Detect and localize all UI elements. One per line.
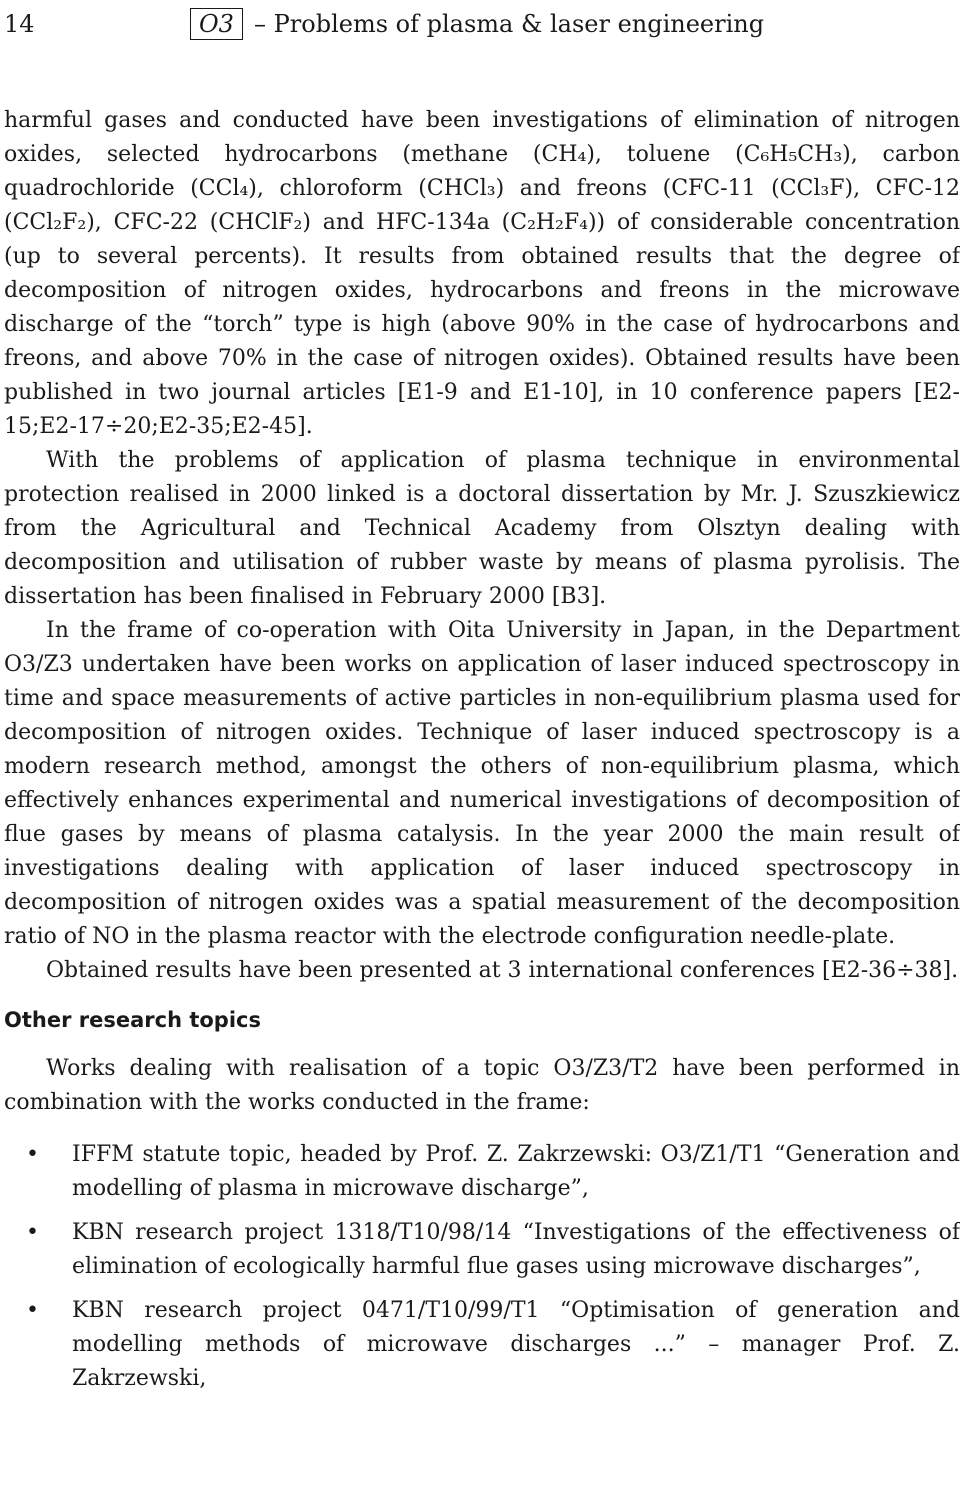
bullet-icon: • bbox=[26, 1220, 39, 1245]
list-item bbox=[4, 1294, 960, 1396]
document-body bbox=[4, 104, 960, 1406]
list-item bbox=[4, 1216, 960, 1284]
topics-list bbox=[4, 1138, 960, 1396]
section-code-box: O3 bbox=[190, 8, 243, 40]
list-item-text: KBN research project 1318/T10/98/14 “Investigations of the effectiveness of elimination of ecologically harmful flue gases using microwave discharges”, bbox=[72, 1220, 960, 1279]
bullet-icon: • bbox=[26, 1142, 39, 1167]
paragraph-decomposition-results: harmful gases and conducted have been investigations of elimination of nitrogen oxides, selected hydrocarbons (methane (CH₄), toluene (C₆H₅CH₃), carbon quadrochloride (CCl₄), chloroform (CHCl₃) and freons (CFC-11 (CCl₃F), CFC-12 (CCl₂F₂), CFC-22 (CHClF₂) and HFC-134a (C₂H₂F₄)) of considerable concentration (up to several percents). It results from obtained results that the degree of decomposition of nitrogen oxides, hydrocarbons and freons in the microwave discharge of the “torch” type is high (above 90% in the case of hydrocarbons and freons, and above 70% in the case of nitrogen oxides). Obtained results have been published in two journal articles [E1-9 and E1-10], in 10 conference papers [E2-15;E2-17÷20;E2-35;E2-45]. bbox=[4, 108, 960, 439]
page-number: 14 bbox=[4, 10, 35, 38]
section-heading: Other research topics bbox=[4, 1008, 261, 1032]
bullet-icon: • bbox=[26, 1298, 39, 1323]
page-header bbox=[4, 6, 960, 42]
paragraph-conferences: Obtained results have been presented at 3 international conferences [E2-36÷38]. bbox=[46, 958, 959, 983]
list-item-text: KBN research project 0471/T10/99/T1 “Optimisation of generation and modelling methods of microwave discharges ...” – manager Prof. Z. Zakrzewski, bbox=[72, 1298, 960, 1391]
list-item-text: IFFM statute topic, headed by Prof. Z. Zakrzewski: O3/Z1/T1 “Generation and modelling of plasma in microwave discharge”, bbox=[72, 1142, 960, 1201]
list-item bbox=[4, 1138, 960, 1206]
paragraph-oita-cooperation: In the frame of co-operation with Oita University in Japan, in the Department O3/Z3 undertaken have been works on application of laser induced spectroscopy in time and space measurements of active particles in non-equilibrium plasma used for decomposition of nitrogen oxides. Technique of laser induced spectroscopy is a modern research method, amongst the others of non-equilibrium plasma, which effectively enhances experimental and numerical investigations of decomposition of flue gases by means of plasma catalysis. In the year 2000 the main result of investigations dealing with application of laser induced spectroscopy in decomposition of nitrogen oxides was a spatial measurement of the decomposition ratio of NO in the plasma reactor with the electrode configuration needle-plate. bbox=[4, 618, 960, 949]
paragraph-doctoral-dissertation: With the problems of application of plasma technique in environmental protection realised in 2000 linked is a doctoral dissertation by Mr. J. Szuszkiewicz from the Agricultural and Technical Academy from Olsztyn dealing with decomposition and utilisation of rubber waste by means of plasma pyrolisis. The dissertation has been finalised in February 2000 [B3]. bbox=[4, 448, 960, 609]
section-intro: Works dealing with realisation of a topic O3/Z3/T2 have been performed in combination with the works conducted in the frame: bbox=[4, 1056, 960, 1115]
header-title: – Problems of plasma & laser engineering bbox=[254, 10, 765, 38]
